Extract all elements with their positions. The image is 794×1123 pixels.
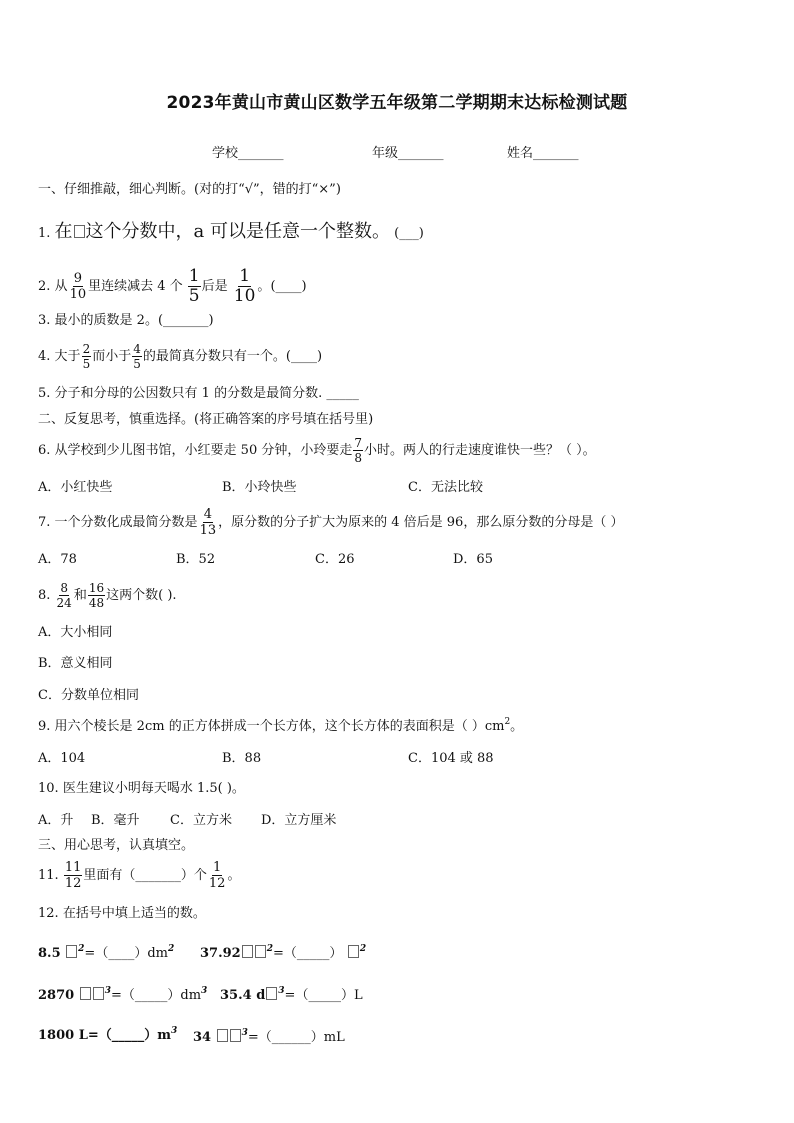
school-field[interactable]: 学校_______ — [212, 146, 284, 161]
option-c[interactable]: C．无法比较 — [408, 480, 483, 495]
missing-glyph-icon — [348, 945, 359, 958]
option-a[interactable]: A．104 — [38, 751, 86, 766]
question-4: 4. 大于 $\frac{2}{5}$ 而小于 $\frac{4}{5}$ 的最简真分数只有一个。(____) — [38, 342, 323, 371]
missing-glyph-icon — [74, 225, 85, 238]
section-1-heading: 一、仔细推敲，细心判断。(对的打“√”，错的打“×”) — [38, 182, 341, 197]
answer-paren[interactable]: (___) — [394, 226, 424, 241]
option-c[interactable]: C．26 — [315, 552, 355, 567]
question-12: 12. 在括号中填上适当的数。 — [38, 906, 206, 921]
question-6: 6. 从学校到少儿图书馆，小红要走 50 分钟，小玲要走 $\frac{7}{8}$ 小时。两人的行走速度谁快一些？（ ）。 — [38, 436, 596, 465]
question-2: 2. 从 $\frac{9}{10}$ 里连续减去 4 个 $\frac{1}{5}$ 后是 $\frac{1}{10}$ 。(____) — [38, 266, 307, 306]
section-3-heading: 三、用心思考，认真填空。 — [38, 838, 195, 853]
fraction: $\frac{2}{5}$ — [82, 342, 91, 371]
missing-glyph-icon — [242, 945, 253, 958]
fraction: $\frac{9}{10}$ — [69, 271, 87, 302]
grade-field[interactable]: 年级_______ — [372, 146, 444, 161]
question-10: 10. 医生建议小明每天喝水 1.5( )。 — [38, 781, 245, 796]
fraction: $\frac{4}{5}$ — [133, 342, 141, 371]
option-b[interactable]: B．小玲快些 — [222, 480, 297, 495]
missing-glyph-icon — [230, 1029, 241, 1042]
fraction: $\frac{8}{24}$ — [56, 581, 72, 610]
option-c[interactable]: C．分数单位相同 — [38, 688, 139, 703]
question-5: 5. 分子和分母的公因数只有 1 的分数是最简分数. _____ — [38, 386, 359, 401]
option-a[interactable]: A．小红快些 — [38, 480, 113, 495]
name-field[interactable]: 姓名_______ — [507, 146, 579, 161]
answer-blank[interactable]: _____ — [326, 386, 359, 401]
question-9: 9. 用六个棱长是 2cm 的正方体拼成一个长方体，这个长方体的表面积是（ ）$cm^2$。 — [38, 717, 524, 734]
option-b[interactable]: B．意义相同 — [38, 656, 113, 671]
answer-paren[interactable]: (____) — [285, 349, 323, 364]
missing-glyph-icon — [266, 987, 277, 1000]
fraction: $\frac{11}{12}$ — [64, 860, 82, 891]
missing-glyph-icon — [66, 945, 77, 958]
missing-glyph-icon — [217, 1029, 228, 1042]
missing-glyph-icon — [255, 945, 266, 958]
missing-glyph-icon — [80, 987, 91, 1000]
option-b[interactable]: B．52 — [176, 552, 216, 567]
option-d[interactable]: D．65 — [453, 552, 493, 567]
fraction: $\frac{16}{48}$ — [88, 581, 105, 610]
option-b[interactable]: B．毫升 — [91, 813, 140, 828]
fraction: $\frac{1}{5}$ — [188, 266, 200, 306]
question-11: 11. $\frac{11}{12}$ 里面有（_______）个 $\frac{1}{12}$ 。 — [38, 860, 241, 891]
question-7: 7. 一个分数化成最简分数是 $\frac{4}{13}$ ，原分数的分子扩大为原来的 4 倍后是 96，那么原分数的分母是（ ） — [38, 507, 624, 538]
option-a[interactable]: A．大小相同 — [38, 625, 113, 640]
exam-page: 2023年黄山市黄山区数学五年级第二学期期末达标检测试题 学校_______ 年级_______ 姓名_______ 一、仔细推敲，细心判断。(对的打“√”，错的打“×”) 1. 在 这个分数中，a 可以是任意一个整数。 (___) 2. 从 $\frac{9}{10}$ 里连续减去 4 个 $\frac{1}{5}$ 后是 $\frac{1}{10}$ 。(____) 3. 最小的质数是 2。(_______) 4. 大于 $\frac{2}{5}$ 而小于 $\frac{4}{5}$ 的最简真分数只有一个。(____) 5. 分子和分母的公因数只有 1 的分数是最简分数. _____ 二、反复思考，慎重选择。(将正确答案的序号填在括号里) 6. 从学校到少儿图书馆，小红要走 50 分钟，小玲要走 $\frac{7}{8}$ 小时。两人的行走速度谁快一些？（ ）。 A．小红快些 B．小玲快些 C．无法比较 7. 一个分数化成最简分数是 $\frac{4}{13}$ ，原分数的分子扩大为原来的 4 倍后是 96，那么原分数的分母是（ ） A．78 B．52 C．26 D．65 8. $\frac{8}{24}$ 和 $\frac{16}{48}$ 这两个数( ). A．大小相同 B．意义相同 C．分数单位相同 9. 用六个棱长是 2cm 的正方体拼成一个长方体，这个长方体的表面积是（ ）$cm^2$。 A．104 B．88 C．104 或 88 10. 医生建议小明每天喝水 1.5( )。 A．升 B．毫升 C．立方米 D．立方厘米 三、用心思考，认真填空。 11. $\frac{11}{12}$ 里面有（_______）个 $\frac{1}{12}$ 。 12. 在括号中填上适当的数。 8.5 $^2=(\_\_\_\_)dm^2$ 37.92 $^2$=（_____） $^2$ 2870 $^3=(\_\_\_\_\_)dm^3$ 35.4 d $^3$=（_____）L 1800 $L=(\_\_\_\_\_)m^3$ 34 $^3$=（______）mL — [0, 0, 794, 1123]
fraction: $\frac{4}{13}$ — [199, 507, 217, 538]
missing-glyph-icon — [93, 987, 104, 1000]
fraction: $\frac{1}{12}$ — [208, 860, 226, 891]
answer-paren[interactable]: (_______) — [157, 313, 214, 328]
option-a[interactable]: A．升 — [38, 813, 74, 828]
option-a[interactable]: A．78 — [38, 552, 77, 567]
section-2-heading: 二、反复思考，慎重选择。(将正确答案的序号填在括号里) — [38, 412, 374, 427]
option-c[interactable]: C．104 或 88 — [408, 751, 494, 766]
answer-paren[interactable]: (____) — [270, 279, 307, 294]
fraction: $\frac{7}{8}$ — [354, 436, 362, 465]
question-8: 8. $\frac{8}{24}$ 和 $\frac{16}{48}$ 这两个数( ). — [38, 581, 177, 610]
option-c[interactable]: C．立方米 — [170, 813, 232, 828]
option-d[interactable]: D．立方厘米 — [261, 813, 337, 828]
question-3: 3. 最小的质数是 2。(_______) — [38, 313, 214, 328]
page-title: 2023年黄山市黄山区数学五年级第二学期期末达标检测试题 — [166, 93, 628, 113]
option-b[interactable]: B．88 — [222, 751, 262, 766]
fraction: $\frac{1}{10}$ — [233, 266, 256, 306]
question-1: 1. 在 这个分数中，a 可以是任意一个整数。 (___) — [38, 221, 424, 242]
question-number: 1. — [38, 226, 51, 241]
